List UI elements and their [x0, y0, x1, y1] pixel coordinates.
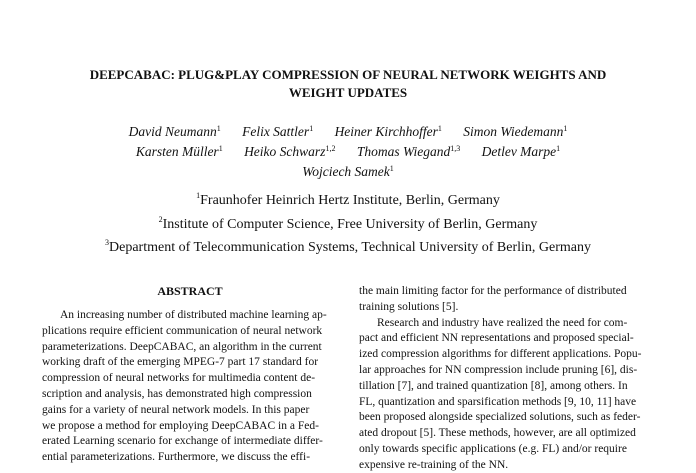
author: David Neumann$^1$ — [128, 124, 221, 139]
author-row-2 — [60, 140, 636, 160]
text-line: we propose a method for employing DeepCABAC in a Fed- — [42, 419, 319, 432]
left-column — [42, 283, 338, 465]
text-line: ated dropout [5]. These methods, however, are all optimized — [359, 427, 636, 440]
text-line: expensive re-training of the NN. — [359, 458, 509, 471]
text-line: working draft of the emerging MPEG-7 part 17 standard for — [42, 356, 319, 369]
title-line-2: WEIGHT UPDATES — [288, 85, 408, 100]
author-row-3 — [60, 160, 636, 180]
author: Wojciech Samek$^1$ — [302, 164, 394, 179]
text-line: the main limiting factor for the performance of distributed — [359, 285, 627, 297]
author: Felix Sattler$^1$ — [242, 124, 314, 139]
text-line: tillation [7], and trained quantization [8], among others. In — [359, 379, 628, 392]
text-line: erated Learning scenario for exchange of intermediate differ- — [42, 435, 323, 448]
text-line: gains for a variety of neural network models. In this paper — [42, 403, 310, 416]
abstract-heading: ABSTRACT — [157, 284, 223, 298]
right-column — [359, 283, 655, 473]
author: Heiko Schwarz$^{1,2}$ — [244, 144, 336, 159]
text-line: been proposed alongside specialized solutions, such as feder- — [359, 411, 641, 424]
text-line: parameterizations. DeepCABAC, an algorithm in the current — [42, 340, 322, 353]
abstract-text — [42, 307, 338, 465]
affiliation: $^2$Institute of Computer Science, Free University of Berlin, Germany — [158, 214, 538, 232]
text-line: An increasing number of distributed machine learning ap- — [60, 309, 327, 321]
author-row-1 — [60, 120, 636, 140]
affiliation-list — [40, 186, 656, 257]
author: Heiner Kirchhoffer$^1$ — [334, 124, 442, 139]
text-line: only towards specific applications (e.g. FL) and/or require — [359, 442, 627, 455]
affiliation: $^3$Department of Telecommunication Systems, Technical University of Berlin, Germany — [105, 238, 591, 255]
author: Detlev Marpe$^1$ — [481, 144, 561, 159]
text-line: ential parameterizations. Furthermore, we discuss the effi- — [42, 451, 311, 464]
author-list — [60, 120, 636, 180]
author: Simon Wiedemann$^1$ — [463, 124, 568, 139]
text-line: training solutions [5]. — [359, 300, 459, 313]
text-line: lar approaches for NN compression include pruning [6], dis- — [359, 363, 638, 376]
text-line: Research and industry have realized the need for com- — [377, 316, 628, 329]
text-line: scription and analysis, has demonstrated high compression — [42, 387, 312, 400]
affiliation: $^1$Fraunhofer Heinrich Hertz Institute, Berlin, Germany — [196, 191, 500, 208]
text-line: compression of neural networks for multimedia content de- — [42, 372, 316, 385]
intro-text — [359, 283, 655, 473]
text-line: ized compression algorithms for different applications. Popu- — [359, 348, 642, 361]
text-line: FL, quantization and sparsification methods [9, 10, 11] have — [359, 395, 637, 408]
text-line: plications require efficient communication of neural network — [42, 324, 323, 337]
author: Thomas Wiegand$^{1,3}$ — [356, 144, 461, 159]
title-line-1: DEEPCABAC: PLUG&PLAY COMPRESSION OF NEURAL NETWORK WEIGHTS AND — [89, 67, 607, 82]
paper-title — [40, 66, 656, 102]
text-line: pact and efficient NN representations and proposed special- — [359, 332, 634, 345]
author: Karsten Müller$^1$ — [135, 144, 223, 159]
